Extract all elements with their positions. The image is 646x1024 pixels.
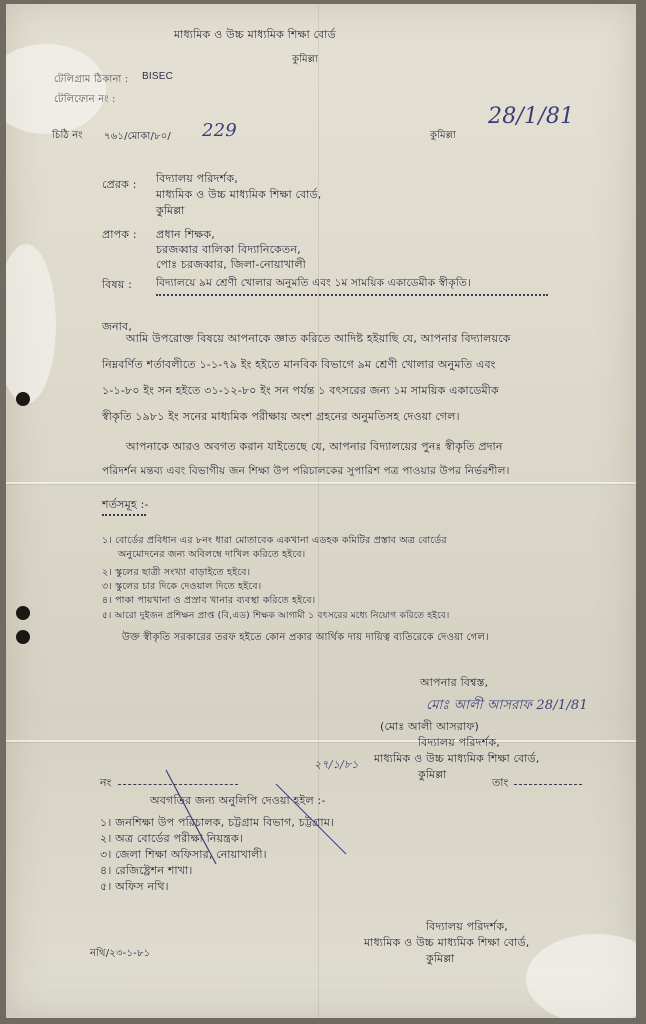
condition-item: ২। স্কুলের ছাত্রী সংখ্যা বাড়াইতে হইবে। — [102, 567, 251, 578]
closing: আপনার বিশ্বস্ত, — [420, 676, 489, 689]
from-line2: মাধ্যমিক ও উচ্চ মাধ্যমিক শিক্ষা বোর্ড, — [156, 188, 322, 201]
conditions-heading: শর্তসমূহ :- — [102, 498, 149, 511]
copy-item: ৩। জেলা শিক্ষা অফিসার, নোয়াখালী। — [100, 848, 267, 861]
to-line2: চরজব্বার বালিকা বিদ্যানিকেতন, — [156, 243, 301, 256]
punch-hole — [16, 630, 30, 644]
signature-handwritten: মোঃ আলী আসরাফ 28/1/81 — [426, 698, 588, 713]
ref-number: ৭৬১/মোকা/৮০/ — [104, 131, 171, 142]
punch-hole — [16, 606, 30, 620]
to-line1: প্রধান শিক্ষক, — [156, 228, 215, 241]
condition-item: ৩। স্কুলের চার দিকে দেওয়াল দিতে হইবে। — [102, 581, 262, 592]
signatory-name: (মোঃ আলী আসরাফ) — [380, 720, 479, 733]
from-line1: বিদ্যালয় পরিদর্শক, — [156, 172, 238, 185]
body-line: ১-১-৮০ ইং সন হইতে ৩১-১২-৮০ ইং সন পর্যন্ত ১ বৎসরের জন্য ১ম সাময়িক একাডেমীক — [102, 384, 499, 397]
copy-heading: অবগতির জন্য অনুলিপি দেওয়া হইল :- — [150, 794, 326, 807]
signatory-title3: কুমিল্লা — [418, 768, 447, 781]
copy-number-label: নং — [100, 776, 112, 789]
condition-note: উক্ত স্বীকৃতি সরকারের তরফ হইতে কোন প্রকার আর্থিক দায় দায়িত্ব ব্যতিরেকে দেওয়া গেল। — [122, 632, 489, 643]
telegram-value: BISEC — [142, 71, 174, 82]
body-line: আপনাকে আরও অবগত করান যাইতেছে যে, আপনার বিদ্যালয়ের পুনঃ স্বীকৃতি প্রদান — [126, 440, 503, 453]
from-line3: কুমিল্লা — [156, 204, 185, 217]
subject-text: বিদ্যালয়ে ৯ম শ্রেণী খোলার অনুমতি এবং ১ম সাময়িক একাডেমীক স্বীকৃতি। — [156, 277, 471, 289]
signatory-title1: বিদ্যালয় পরিদর্শক, — [418, 736, 500, 749]
condition-item: ৫। আরো দুইজন প্রশিক্ষন প্রাপ্ত (বি,এড) শিক্ষক আগামী ১ বৎসরের মধ্যে নিয়োগ করিতে হইবে। — [102, 611, 450, 621]
body-line: আমি উপরোক্ত বিষয়ে আপনাকে জ্ঞাত করিতে আদিষ্ট হইয়াছি যে, আপনার বিদ্যালয়কে — [126, 332, 511, 345]
pen-stroke — [156, 764, 356, 874]
punch-hole — [16, 392, 30, 406]
letter-paper — [6, 4, 636, 1018]
condition-item: ৪। পাকা পায়খানা ও প্রস্রাব খানার ব্যবস্থা করিতে হইবে। — [102, 595, 316, 606]
subject-label: বিষয় : — [102, 278, 133, 291]
board-title: মাধ্যমিক ও উচ্চ মাধ্যমিক শিক্ষা বোর্ড — [174, 28, 336, 41]
body-line: স্বীকৃতি ১৯৮১ ইং সনের মাধ্যমিক পরীক্ষায় অংশ গ্রহনের অনুমতিসহ দেওয়া গেল। — [102, 410, 460, 423]
copy-date-line — [514, 784, 582, 785]
copy-item: ৪। রেজিষ্ট্রেশন শাখা। — [100, 864, 193, 877]
copy-item: ৫। অফিস নথি। — [100, 880, 169, 893]
conditions-underline — [102, 514, 146, 516]
footer-title2: মাধ্যমিক ও উচ্চ মাধ্যমিক শিক্ষা বোর্ড, — [364, 936, 530, 949]
copy-item: ২। অত্র বোর্ডের পরীক্ষা নিয়ন্ত্রক। — [100, 832, 244, 845]
wear-mark — [526, 934, 636, 1018]
copy-date-label: তাং — [492, 776, 509, 789]
paper-fold — [6, 482, 636, 484]
ref-label: চিঠি নং — [52, 130, 83, 141]
to-line3: পোঃ চরজব্বার, জিলা-নোয়াখালী — [156, 258, 306, 271]
phone-label: টেলিফোন নং : — [54, 94, 116, 105]
telegram-label: টেলিগ্রাম ঠিকানা : — [54, 74, 129, 85]
body-line: পরিদর্শন মন্তব্য এবং বিভাগীয় জন শিক্ষা উপ পরিচালকের সুপারিশ পত্র পাওয়ার উপর নির্ভরশীল। — [102, 465, 510, 477]
ref-number-handwritten: 229 — [202, 120, 237, 141]
signatory-title2: মাধ্যমিক ও উচ্চ মাধ্যমিক শিক্ষা বোর্ড, — [374, 752, 540, 765]
copy-item: ১। জনশিক্ষা উপ পরিচালক, চট্টগ্রাম বিভাগ, চট্টগ্রাম। — [100, 816, 335, 829]
salutation: জনাব, — [102, 320, 133, 333]
condition-item: ১। বোর্ডের প্রবিধান এর ৮নং ধারা মোতাবেক একখানা এডহক কমিটির প্রস্তাব অত্র বোর্ডের — [102, 535, 447, 546]
body-line: নিম্নবর্ণিত শর্তাবলীতে ১-১-৭৯ ইং হইতে মানবিক বিভাগে ৯ম শ্রেণী খোলার অনুমতি এবং — [102, 358, 496, 371]
subject-underline — [156, 294, 548, 296]
ref-place: কুমিল্লা — [430, 130, 457, 141]
wear-mark — [6, 244, 56, 404]
wear-mark — [6, 44, 106, 134]
copy-initials: ২৭/১/৮১ — [314, 758, 359, 771]
footer-title1: বিদ্যালয় পরিদর্শক, — [426, 920, 508, 933]
condition-item: অনুমোদনের জন্য অবিলম্বে দাখিল করিতে হইবে। — [118, 549, 306, 560]
ref-date-handwritten: 28/1/81 — [488, 104, 575, 129]
to-label: প্রাপক : — [102, 228, 137, 241]
footer-title3: কুমিল্লা — [426, 952, 455, 965]
from-label: প্রেরক : — [102, 178, 137, 191]
footer-ref: নথি/২৩-১-৮১ — [90, 948, 151, 959]
paper-fold — [6, 740, 636, 742]
board-city: কুমিল্লা — [292, 54, 319, 65]
